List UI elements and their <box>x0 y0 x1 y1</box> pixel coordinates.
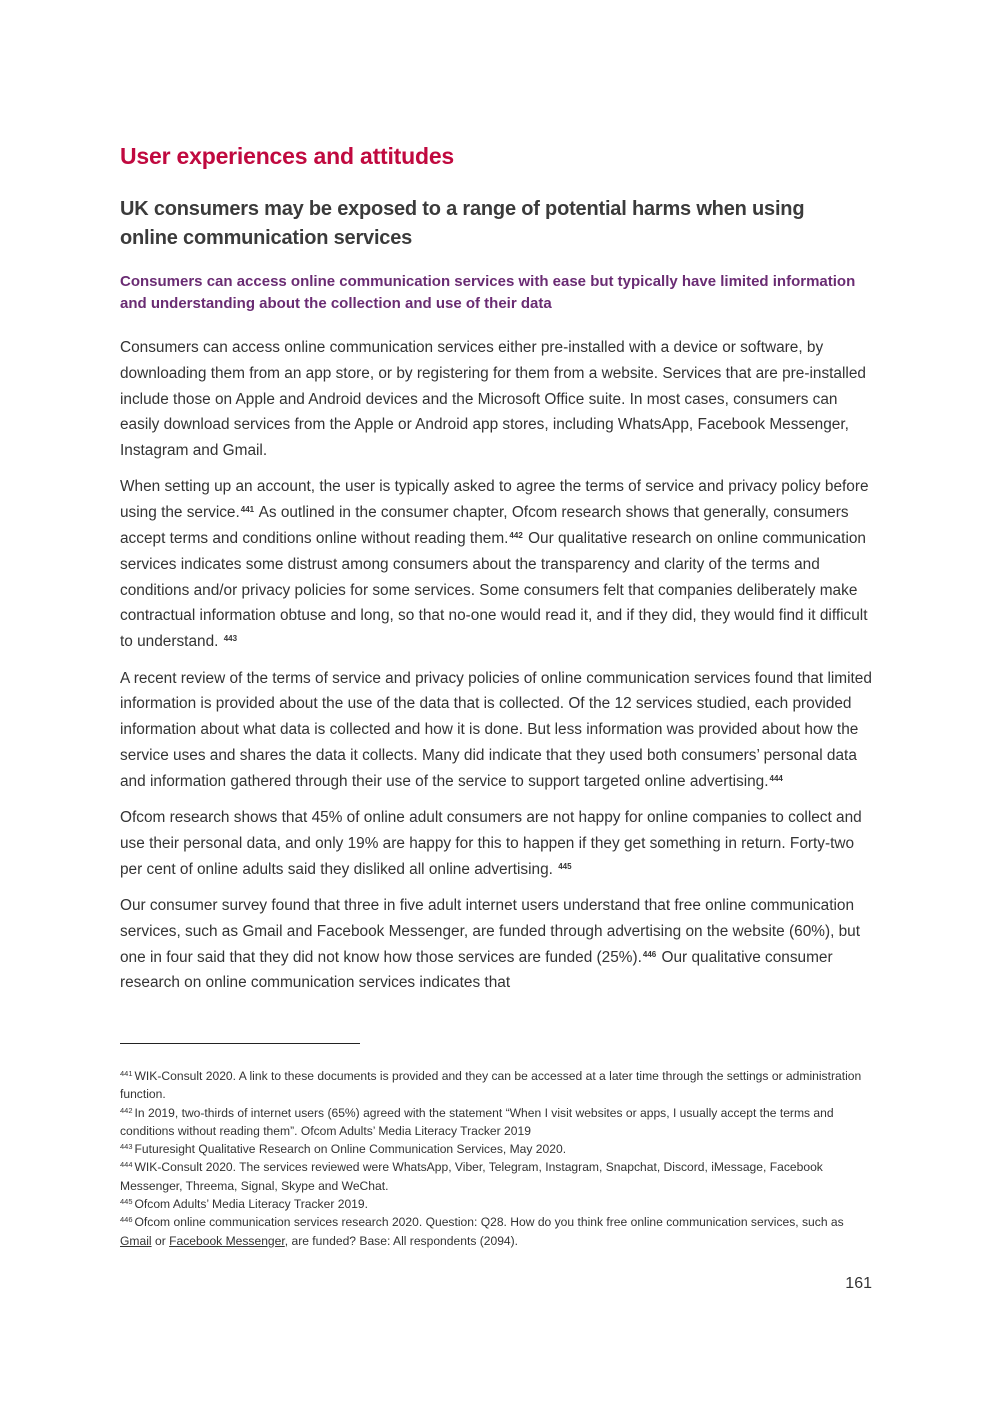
footnote-443 <box>120 1140 872 1158</box>
paragraph-2 <box>120 474 872 655</box>
footnote-ref-445[interactable]: 445 <box>558 861 572 871</box>
paragraph-2-text-b: As outlined in the consumer chapter, Ofcom research shows that generally, consumers accept terms and conditions online without reading them. <box>120 504 849 548</box>
footnote-number: 444 <box>120 1160 133 1170</box>
footnote-ref-441[interactable]: 441 <box>240 505 255 515</box>
footnote-text: , are funded? Base: All respondents (2094). <box>284 1233 519 1248</box>
paragraph-2-text-c: Our qualitative research on online communication services indicates some distrust among consumers about the transparency and clarity of the terms and conditions and/or privacy policies for some services. Some consumers felt that companies deliberately make contractual information obtuse and long, so that no-one would read it, and if they did, they would find it difficult to understand. <box>120 530 868 651</box>
footnote-number: 445 <box>120 1197 133 1207</box>
paragraph-3-text: A recent review of the terms of service and privacy policies of online communication services found that limited information is provided about the use of the data that is collected. Of the 12 services studied, each provided information about what data is collected and how it is done. But less information was provided about how the service uses and shares the data it collects. Many did indicate that they used both consumers’ personal data and information gathered through their use of the service to support targeted online advertising. <box>120 669 872 790</box>
footnote-ref-443[interactable]: 443 <box>223 634 238 644</box>
footnote-number: 441 <box>120 1069 133 1078</box>
footnote-text: Ofcom online communication services research 2020. Question: Q28. How do you think free online communication services, such as <box>134 1215 844 1230</box>
body-text <box>120 335 872 1007</box>
paragraph-5 <box>120 893 872 996</box>
footnote-text: WIK-Consult 2020. The services reviewed were WhatsApp, Viber, Telegram, Instagram, Snapchat, Discord, iMessage, Facebook Messenger, Threema, Signal, Skype and WeChat. <box>120 1160 823 1193</box>
footnote-number: 446 <box>120 1215 133 1225</box>
paragraph-2-text-a: When setting up an account, the user is typically asked to agree the terms of service and privacy policy before using the service. <box>120 478 869 522</box>
footnote-text: Futuresight Qualitative Research on Online Communication Services, May 2020. <box>134 1142 567 1157</box>
footnote-text: Ofcom Adults’ Media Literacy Tracker 2019. <box>134 1197 368 1212</box>
section-title: User experiences and attitudes <box>120 143 455 169</box>
paragraph-1-text: Consumers can access online communication services either pre-installed with a device or software, by downloading them from an app store, or by registering for them from a website. Services that are pre-installed include those on Apple and Android devices and the Microsoft Office suite. In most cases, consumers can easily download services from the Apple or Android app stores, including WhatsApp, Facebook Messenger, Instagram and Gmail. <box>120 339 866 460</box>
gmail-link[interactable]: Gmail <box>120 1233 152 1248</box>
paragraph-5-text-b: Our qualitative consumer research on online communication services indicates that <box>120 948 833 992</box>
subsection-title: UK consumers may be exposed to a range of potential harms when using online communication services <box>120 198 805 249</box>
footnotes <box>120 1067 872 1250</box>
footnote-text: WIK-Consult 2020. A link to these documents is provided and they can be accessed at a later time through the settings or administration function. <box>120 1069 862 1102</box>
footnote-divider <box>120 1043 360 1044</box>
footnote-ref-446[interactable]: 446 <box>642 949 657 959</box>
footnote-ref-442[interactable]: 442 <box>509 531 523 541</box>
facebook-messenger-link[interactable]: Facebook Messenger <box>169 1233 285 1248</box>
footnote-number: 443 <box>120 1142 133 1152</box>
paragraph-4 <box>120 805 872 882</box>
paragraph-4-text: Ofcom research shows that 45% of online adult consumers are not happy for online companies to collect and use their personal data, and only 19% are happy for this to happen if they get something in return. Forty-two per cent of online adults said they disliked all online advertising. <box>120 809 862 878</box>
lead-heading: Consumers can access online communication services with ease but typically have limited information and understanding about the collection and use of their data <box>120 273 856 312</box>
footnote-444 <box>120 1158 872 1195</box>
page-number: 161 <box>845 1275 872 1292</box>
footnote-445 <box>120 1195 872 1213</box>
footnote-ref-444[interactable]: 444 <box>769 773 783 783</box>
paragraph-5-text-a: Our consumer survey found that three in five adult internet users understand that free online communication services, such as Gmail and Facebook Messenger, are funded through advertising on the website (60%), but one in four said that they did not know how those services are funded (25%). <box>120 896 861 966</box>
footnote-442 <box>120 1104 872 1141</box>
footnote-446 <box>120 1213 872 1250</box>
paragraph-1 <box>120 335 872 464</box>
footnote-text: or <box>154 1233 166 1248</box>
footnote-number: 442 <box>120 1105 133 1115</box>
footnote-441 <box>120 1067 872 1104</box>
footnote-text: In 2019, two-thirds of internet users (65%) agreed with the statement “When I visit websites or apps, I usually accept the terms and conditions without reading them”. Ofcom Adults’ Media Literacy Tracker 2019 <box>120 1105 834 1138</box>
paragraph-3 <box>120 666 872 795</box>
